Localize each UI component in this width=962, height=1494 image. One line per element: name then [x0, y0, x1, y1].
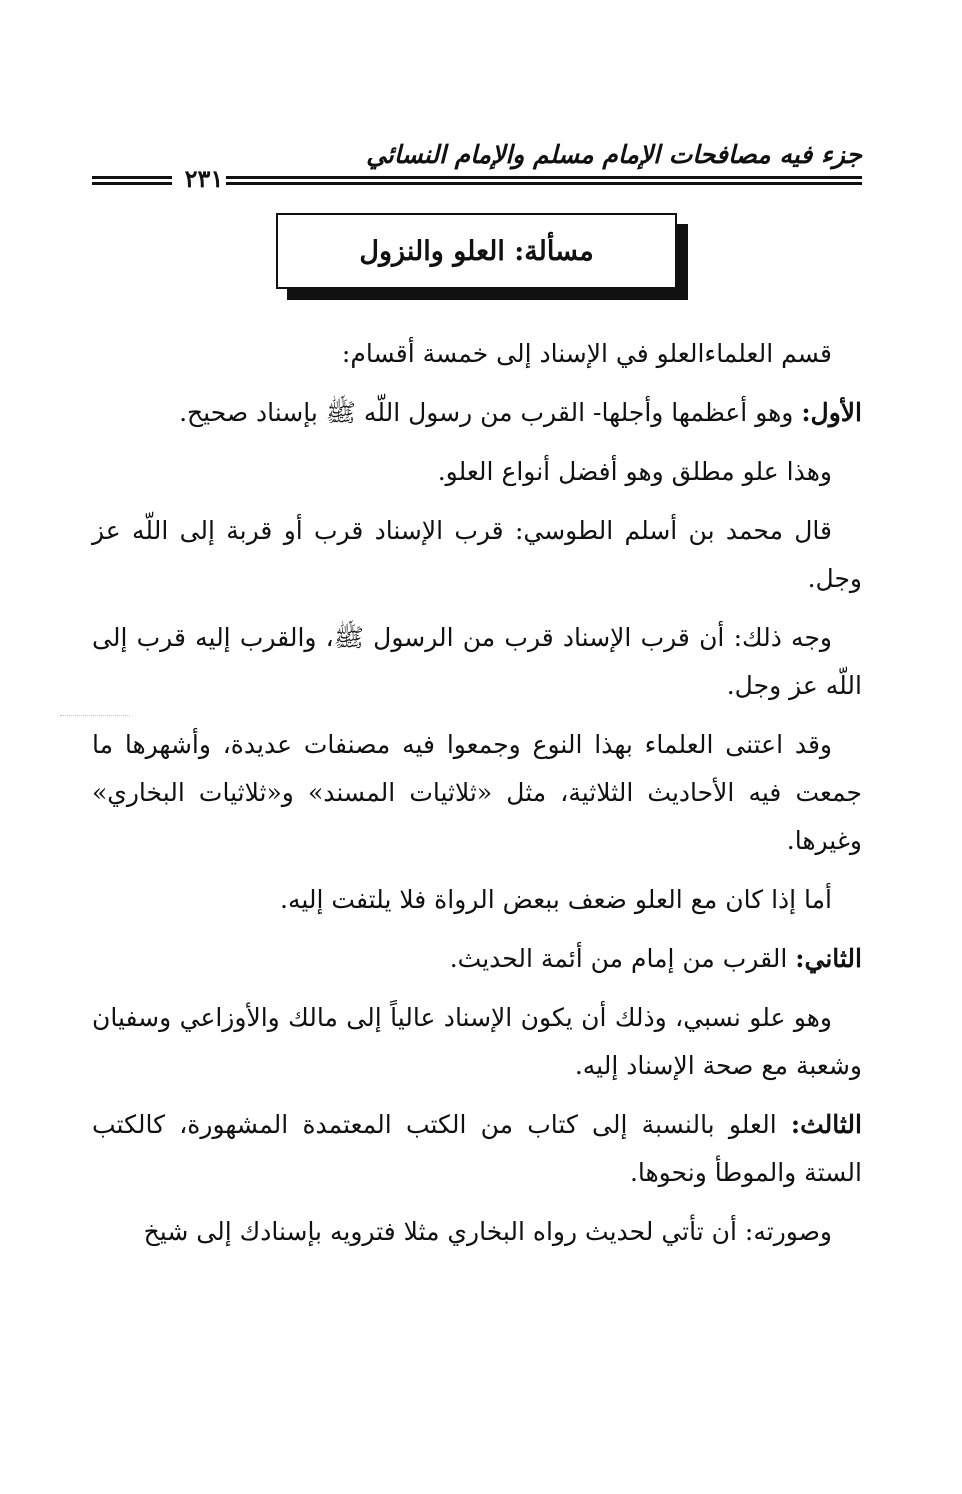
paragraph-text: وجه ذلك: أن قرب الإسناد قرب من الرسول ﷺ، والقرب إليه قرب إلى اللّه عز وجل. — [92, 623, 862, 700]
paragraph-lead: الثاني: — [795, 944, 862, 973]
paragraph-text: قسم العلماءالعلو في الإسناد إلى خمسة أقسام: — [341, 339, 832, 368]
paragraph-text: وهذا علو مطلق وهو أفضل أنواع العلو. — [437, 457, 832, 486]
paragraph — [92, 614, 862, 710]
paragraph — [92, 1101, 862, 1197]
paragraph-text: وهو علو نسبي، وذلك أن يكون الإسناد عالياً إلى مالك والأوزاعي وسفيان وشعبة مع صحة الإسناد إليه. — [92, 1003, 862, 1080]
page-header — [92, 138, 862, 193]
page-number-double-rule — [92, 176, 172, 185]
paragraph — [92, 935, 862, 983]
body-text — [92, 330, 862, 1267]
paragraph — [92, 389, 862, 437]
paragraph — [92, 1208, 862, 1256]
paragraph — [92, 721, 862, 865]
page-number: ٢٣١ — [184, 164, 224, 193]
paragraph — [92, 994, 862, 1090]
paragraph-text: وهو أعظمها وأجلها- القرب من رسول اللّه ﷺ بإسناد صحيح. — [179, 398, 802, 427]
paragraph — [92, 448, 862, 496]
paragraph-lead: الثالث: — [790, 1110, 862, 1139]
header-double-rule — [226, 176, 862, 185]
paragraph-text: القرب من إمام من أئمة الحديث. — [449, 944, 796, 973]
running-title: جزء فيه مصافحات الإمام مسلم والإمام النسائي — [366, 140, 862, 169]
paragraph-text: أما إذا كان مع العلو ضعف ببعض الرواة فلا يلتفت إليه. — [280, 885, 832, 914]
section-title: مسألة: العلو والنزول — [359, 235, 594, 267]
paragraph-text: العلو بالنسبة إلى كتاب من الكتب المعتمدة المشهورة، كالكتب الستة والموطأ ونحوها. — [92, 1110, 862, 1187]
paragraph — [92, 876, 862, 924]
paragraph — [92, 330, 862, 378]
paragraph — [92, 507, 862, 603]
paragraph-text: قال محمد بن أسلم الطوسي: قرب الإسناد قرب أو قربة إلى اللّه عز وجل. — [92, 516, 862, 593]
paragraph-text: وقد اعتنى العلماء بهذا النوع وجمعوا فيه مصنفات عديدة، وأشهرها ما جمعت فيه الأحاديث الثلاثية، مثل «ثلاثيات المسند» و«ثلاثيات البخاري» وغيرها. — [92, 730, 862, 855]
paragraph-text: وصورته: أن تأتي لحديث رواه البخاري مثلا فترويه بإسنادك إلى شيخ — [143, 1217, 832, 1246]
section-title-box — [276, 213, 677, 289]
paragraph-lead: الأول: — [801, 398, 862, 427]
